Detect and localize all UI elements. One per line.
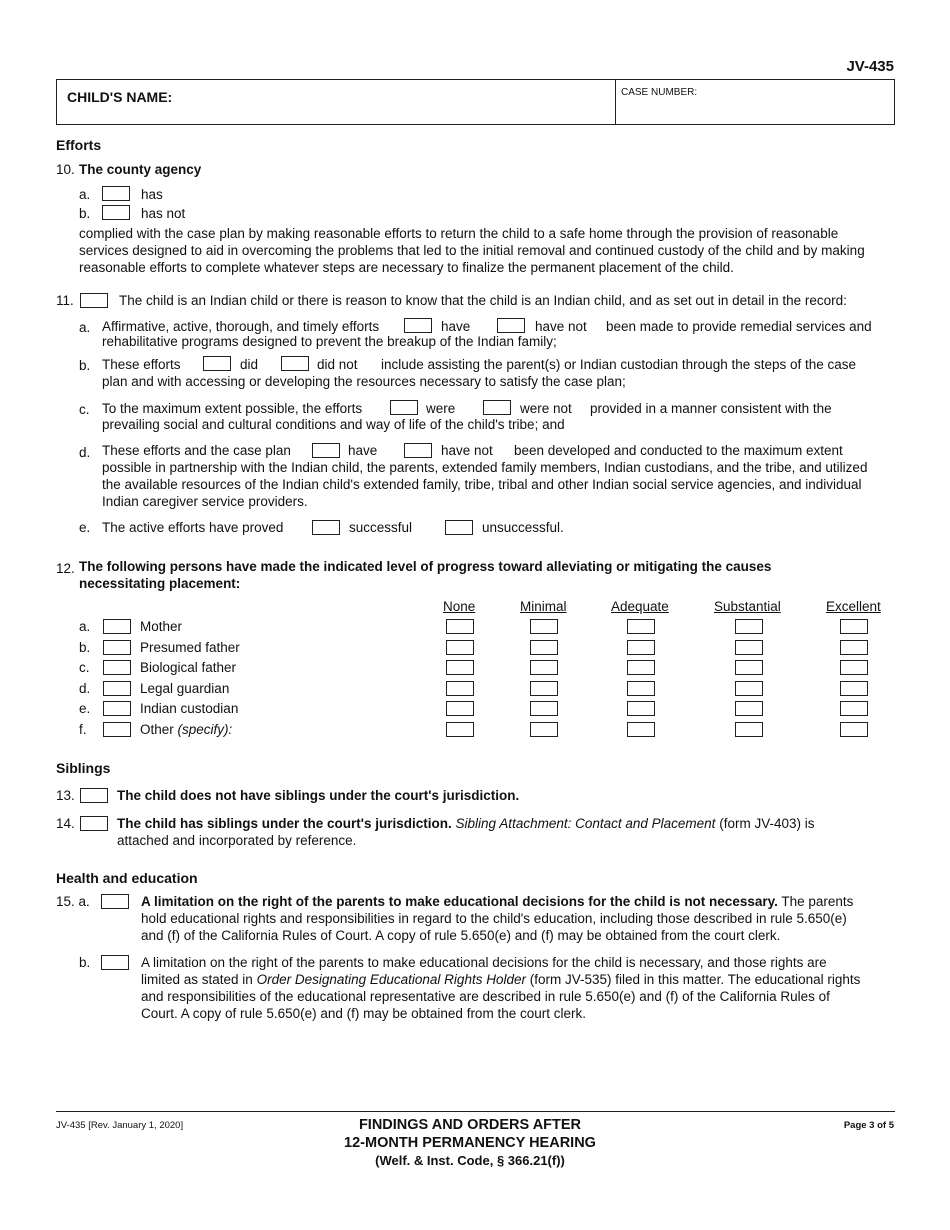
- item11d-letter: d.: [79, 445, 91, 460]
- person-letter: a.: [79, 619, 91, 634]
- item10a-letter: a.: [79, 187, 91, 202]
- person-letter: f.: [79, 722, 87, 737]
- item11d-have-not-checkbox[interactable]: [404, 443, 432, 458]
- item15b-line1: A limitation on the right of the parents to make educational decisions for the child is necessary, and those rights are: [141, 955, 827, 970]
- progress-none-checkbox[interactable]: [446, 681, 474, 696]
- person-letter: d.: [79, 681, 91, 696]
- progress-minimal-checkbox[interactable]: [530, 619, 558, 634]
- item12-title-line2: necessitating placement:: [79, 576, 241, 591]
- item11a-have-not-label: have not: [535, 319, 587, 334]
- item11d-have-not-label: have not: [441, 443, 493, 458]
- person-letter: b.: [79, 640, 91, 655]
- progress-none-checkbox[interactable]: [446, 722, 474, 737]
- progress-substantial-checkbox[interactable]: [735, 619, 763, 634]
- item10-title: The county agency: [79, 162, 202, 177]
- level-header-minimal: Minimal: [520, 599, 567, 614]
- item11a-line2: rehabilitative programs designed to prevent the breakup of the Indian family;: [102, 334, 557, 349]
- progress-minimal-checkbox[interactable]: [530, 701, 558, 716]
- progress-adequate-checkbox[interactable]: [627, 701, 655, 716]
- item15a-line2: hold educational rights and responsibilities in regard to the child's education, including those described in rule 5.650(e): [141, 911, 847, 926]
- person-checkbox[interactable]: [103, 619, 131, 634]
- item11e-successful-label: successful: [349, 520, 413, 535]
- person-checkbox[interactable]: [103, 722, 131, 737]
- item11a-have-label: have: [441, 319, 471, 334]
- case-number-label: CASE NUMBER:: [621, 87, 698, 98]
- item10-text: complied with the case plan by making reasonable efforts to return the child to a safe home through the provision of reasonable services designed to aid in overcoming the problems that led to the initial removal and continued custody of the child and by making reasonable efforts to complete whatever steps are necessary to finalize the permanent placement of the child.: [79, 226, 865, 275]
- item10b-letter: b.: [79, 206, 91, 221]
- efforts-heading: Efforts: [56, 137, 102, 153]
- item11e-pre: The active efforts have proved: [102, 520, 284, 535]
- child-name-label: CHILD'S NAME:: [67, 89, 173, 105]
- progress-minimal-checkbox[interactable]: [530, 660, 558, 675]
- progress-adequate-checkbox[interactable]: [627, 681, 655, 696]
- person-label: [140, 680, 229, 697]
- item11b-post: include assisting the parent(s) or Indian custodian through the steps of the case: [381, 357, 857, 372]
- item11c-were-checkbox[interactable]: [390, 400, 418, 415]
- person-label: [140, 618, 182, 635]
- person-label-text: Legal guardian: [140, 681, 230, 696]
- item11c-pre: To the maximum extent possible, the efforts: [102, 401, 363, 416]
- item11e-letter: e.: [79, 520, 91, 535]
- level-header-adequate: Adequate: [611, 599, 669, 614]
- progress-none-checkbox[interactable]: [446, 619, 474, 634]
- item11a-have-not-checkbox[interactable]: [497, 318, 525, 333]
- item15b-line2: [141, 971, 860, 988]
- progress-excellent-checkbox[interactable]: [840, 681, 868, 696]
- footer-divider: [56, 1111, 895, 1112]
- person-label: [140, 721, 232, 738]
- item15a-line1: [141, 893, 853, 910]
- item14-line2: attached and incorporated by reference.: [117, 833, 357, 848]
- item11d-have-checkbox[interactable]: [312, 443, 340, 458]
- person-specify: (specify):: [177, 722, 233, 737]
- progress-adequate-checkbox[interactable]: [627, 640, 655, 655]
- progress-adequate-checkbox[interactable]: [627, 660, 655, 675]
- level-header-none: None: [443, 599, 476, 614]
- item11e-unsuccessful-label: unsuccessful.: [482, 520, 564, 535]
- item11d-have-label: have: [348, 443, 378, 458]
- item14-bold: The child has siblings under the court's jurisdiction.: [117, 816, 452, 831]
- item11a-have-checkbox[interactable]: [404, 318, 432, 333]
- item15b-line3: and responsibilities of the educational representative are described in rule 5.650(e) and (f) of the California Rules of: [141, 989, 830, 1004]
- person-letter: e.: [79, 701, 91, 716]
- footer-revision: JV-435 [Rev. January 1, 2020]: [56, 1120, 184, 1131]
- item15b-checkbox[interactable]: [101, 955, 129, 970]
- header-divider: [615, 79, 616, 125]
- item11d-line2: possible in partnership with the Indian child, the parents, extended family members, Indian custodians, and the tribe, and utilized: [102, 460, 868, 475]
- item13-checkbox[interactable]: [80, 788, 108, 803]
- item14-number: 14.: [56, 816, 75, 831]
- item11b-did-not-label: did not: [317, 357, 358, 372]
- level-header-excellent: Excellent: [826, 599, 881, 614]
- progress-substantial-checkbox[interactable]: [735, 722, 763, 737]
- item10a-checkbox[interactable]: [102, 186, 130, 201]
- progress-none-checkbox[interactable]: [446, 640, 474, 655]
- item15b-line2-post: (form JV-535) filed in this matter. The educational rights: [529, 972, 861, 987]
- item11-checkbox[interactable]: [80, 293, 108, 308]
- person-checkbox[interactable]: [103, 701, 131, 716]
- progress-substantial-checkbox[interactable]: [735, 660, 763, 675]
- item14-italic: Sibling Attachment: Contact and Placement: [455, 816, 716, 831]
- item11c-letter: c.: [79, 402, 90, 417]
- item10-number: 10.: [56, 162, 75, 177]
- item11a-pre: Affirmative, active, thorough, and timely efforts: [102, 319, 380, 334]
- item13-number: 13.: [56, 788, 75, 803]
- item15b-line2-pre: limited as stated in: [141, 972, 253, 987]
- item11e-unsuccessful-checkbox[interactable]: [445, 520, 473, 535]
- person-letter: c.: [79, 660, 90, 675]
- person-label-text: Presumed father: [140, 640, 240, 655]
- progress-excellent-checkbox[interactable]: [840, 701, 868, 716]
- progress-minimal-checkbox[interactable]: [530, 681, 558, 696]
- item13-text: The child does not have siblings under the court's jurisdiction.: [117, 788, 520, 803]
- person-label-text: Mother: [140, 619, 183, 634]
- progress-none-checkbox[interactable]: [446, 701, 474, 716]
- progress-substantial-checkbox[interactable]: [735, 681, 763, 696]
- item11b-did-checkbox[interactable]: [203, 356, 231, 371]
- item11d-line3: the available resources of the Indian child's extended family, tribe, tribal and other Indian social service agencies, and individual: [102, 477, 862, 492]
- header-box: [56, 79, 895, 125]
- progress-minimal-checkbox[interactable]: [530, 640, 558, 655]
- item11b-pre: These efforts: [102, 357, 181, 372]
- item15a-rest: The parents: [781, 894, 854, 909]
- item11b-letter: b.: [79, 358, 91, 373]
- progress-none-checkbox[interactable]: [446, 660, 474, 675]
- item11d-post: been developed and conducted to the maximum extent: [514, 443, 843, 458]
- item12-number: 12.: [56, 561, 75, 576]
- item11a-post: been made to provide remedial services and: [606, 319, 872, 334]
- health-heading: Health and education: [56, 870, 198, 886]
- item14-line1: [117, 815, 814, 832]
- progress-substantial-checkbox[interactable]: [735, 640, 763, 655]
- item15a-number: 15. a.: [56, 894, 90, 909]
- item11c-were-not-label: were not: [520, 401, 572, 416]
- item11d-line4: Indian caregiver service providers.: [102, 494, 308, 509]
- item11a-letter: a.: [79, 320, 91, 335]
- person-label: [140, 700, 238, 717]
- footer-page-number: Page 3 of 5: [843, 1120, 894, 1131]
- form-id: JV-435: [846, 58, 894, 75]
- item11-number: 11.: [56, 293, 74, 308]
- person-label: [140, 639, 240, 656]
- footer-title-line3: (Welf. & Inst. Code, § 366.21(f)): [375, 1153, 565, 1168]
- item15b-line2-italic: Order Designating Educational Rights Holder: [256, 972, 526, 987]
- item15b-line4: Court. A copy of rule 5.650(e) and (f) may be obtained from the court clerk.: [141, 1006, 586, 1021]
- progress-excellent-checkbox[interactable]: [840, 619, 868, 634]
- person-checkbox[interactable]: [103, 660, 131, 675]
- person-checkbox[interactable]: [103, 640, 131, 655]
- person-label-text: Indian custodian: [140, 701, 239, 716]
- footer-title: [320, 1116, 620, 1170]
- item10b-checkbox[interactable]: [102, 205, 130, 220]
- item10b-label: has not: [141, 206, 186, 221]
- footer-title-line2: 12-MONTH PERMANENCY HEARING: [344, 1135, 596, 1151]
- item11d-pre: These efforts and the case plan: [102, 443, 291, 458]
- item11c-were-label: were: [426, 401, 456, 416]
- person-label: [140, 659, 236, 676]
- item15a-line3: and (f) of the California Rules of Court. A copy of rule 5.650(e) and (f) may be obtained from the court clerk.: [141, 928, 781, 943]
- progress-excellent-checkbox[interactable]: [840, 640, 868, 655]
- item11c-were-not-checkbox[interactable]: [483, 400, 511, 415]
- item12-title-line1: The following persons have made the indicated level of progress toward alleviating or mitigating the causes: [79, 559, 772, 574]
- item11c-line2: prevailing social and cultural conditions and way of life of the child's tribe; and: [102, 417, 565, 432]
- person-label-text: Biological father: [140, 660, 237, 675]
- progress-adequate-checkbox[interactable]: [627, 722, 655, 737]
- item11b-line2: plan and with accessing or developing the resources necessary to satisfy the case plan;: [102, 374, 626, 389]
- progress-substantial-checkbox[interactable]: [735, 701, 763, 716]
- progress-minimal-checkbox[interactable]: [530, 722, 558, 737]
- item15a-bold: A limitation on the right of the parents to make educational decisions for the child is not necessary.: [141, 894, 778, 909]
- item11c-post: provided in a manner consistent with the: [590, 401, 832, 416]
- item11-text: The child is an Indian child or there is reason to know that the child is an Indian child, and as set out in detail in the record:: [119, 293, 847, 308]
- item14-checkbox[interactable]: [80, 816, 108, 831]
- item10a-label: has: [141, 187, 163, 202]
- item14-rest: (form JV-403) is: [719, 816, 815, 831]
- footer-title-line1: FINDINGS AND ORDERS AFTER: [358, 1117, 582, 1133]
- item11b-did-label: did: [240, 357, 259, 372]
- item15a-checkbox[interactable]: [101, 894, 129, 909]
- siblings-heading: Siblings: [56, 760, 111, 776]
- progress-excellent-checkbox[interactable]: [840, 660, 868, 675]
- item15b-letter: b.: [79, 955, 91, 970]
- person-label-text: Other: [140, 722, 174, 737]
- level-header-substantial: Substantial: [714, 599, 781, 614]
- item11e-successful-checkbox[interactable]: [312, 520, 340, 535]
- progress-adequate-checkbox[interactable]: [627, 619, 655, 634]
- progress-excellent-checkbox[interactable]: [840, 722, 868, 737]
- person-checkbox[interactable]: [103, 681, 131, 696]
- item11b-did-not-checkbox[interactable]: [281, 356, 309, 371]
